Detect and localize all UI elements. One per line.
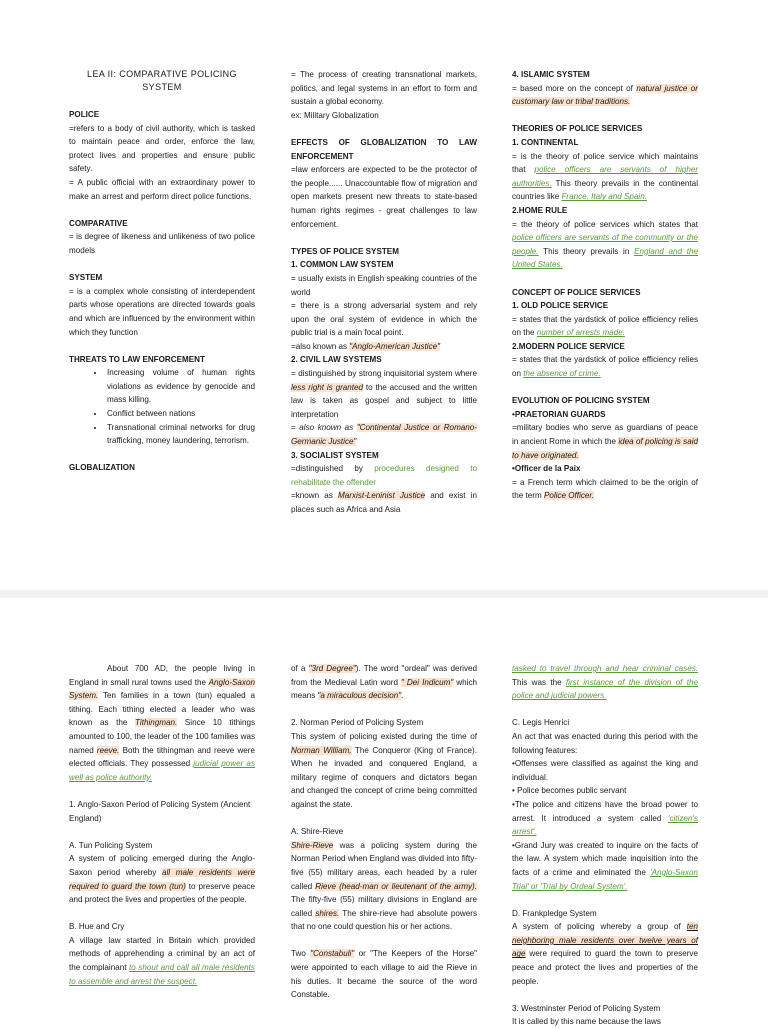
list-item: • Increasing volume of human rights violations as evidence by genocide and mass killing. xyxy=(105,366,255,407)
system-definition: = is a complex whole consisting of interdependent parts whose operations are directed towards goals and which are influenced by the environment within which they function xyxy=(69,286,255,337)
intro-paragraph: About 700 AD, the people living in England in small rural towns used the Anglo-Saxon System. Ten families in a town (tun) equaled a tithing. Each tithing elected a leader who was known as the Tithingman. Since 10 tithings amounted to 100, the leader of the 100 families was named reeve. Both the tithingman and reeve were elected officials. They possessed judicial power as well as police authority. xyxy=(69,664,255,782)
legis-henrici-heading: C. Legis Henrici xyxy=(512,718,570,728)
continental-text: = is the theory of police service which maintains that police officers are servants of higher authorities. This theory prevails in the continental countries like France, Italy and Spain. xyxy=(512,151,699,202)
officer-text: = a French term which claimed to be the origin of the term Police Officer. xyxy=(512,477,698,501)
top-column-1 xyxy=(69,68,255,475)
list-item: •Offenses were classified as against the king and individual. xyxy=(512,759,698,782)
types-heading: TYPES OF POLICE SYSTEM xyxy=(291,246,399,256)
globalization-example: ex: Military Globalization xyxy=(291,110,379,120)
tun-text: A system of policing emerged during the Anglo-Saxon period whereby all male residents were required to guard the town (tun) to preserve peace and protect the lives and properties of the people. xyxy=(69,854,255,905)
police-definition-1: =refers to a body of civil authority, which is tasked to maintain peace and order, enforce the law, protect lives and properties and ensure public safety. xyxy=(69,123,255,174)
globalization-heading: GLOBALIZATION xyxy=(69,463,135,473)
concept-heading: CONCEPT OF POLICE SERVICES xyxy=(512,287,641,297)
bottom-column-1 xyxy=(69,662,255,988)
islamic-heading: 4. ISLAMIC SYSTEM xyxy=(512,70,590,79)
westminster-heading: 3. Westminster Period of Policing System xyxy=(512,1003,661,1013)
continental-heading: 1. CONTINENTAL xyxy=(512,137,579,147)
list-item: • Police becomes public servant xyxy=(512,786,627,796)
list-item: •The police and citizens have the broad power to arrest. It introduced a system called 'citizen's arrest'. xyxy=(512,799,698,837)
list-item: • Transnational criminal networks for drug trafficking, money laundering, terrorism. xyxy=(105,421,255,448)
top-column-3 xyxy=(512,68,698,503)
socialist-text-2: =known as Marxist-Leninist Justice and exist in places such as Africa and Asia xyxy=(291,491,477,514)
praetorian-text: =military bodies who serve as guardians of peace in ancient Rome in which the idea of policing is said to have originated. xyxy=(512,423,698,460)
anglo-saxon-heading: 1. Anglo-Saxon Period of Policing System (Ancient England) xyxy=(69,799,251,823)
old-service-heading: 1. OLD POLICE SERVICE xyxy=(512,301,609,311)
modern-service-heading: 2.MODERN POLICE SERVICE xyxy=(512,341,625,351)
norman-heading: 2. Norman Period of Policing System xyxy=(291,718,424,728)
comparative-definition: = is degree of likeness and unlikeness of two police models xyxy=(69,232,255,255)
norman-text: This system of policing existed during the time of Norman William, The Conqueror (King of France). When he invaded and conquered England, a military regime of conquers and dictators began and changed the concept of crime being committed against the state. xyxy=(291,731,477,809)
theories-heading: THEORIES OF POLICE SERVICES xyxy=(512,124,643,134)
shire-rieve-heading: A. Shire-Rieve xyxy=(291,827,344,837)
ordeal-text: of a "3rd Degree"). The word "ordeal" was derived from the Medieval Latin word " Dei Indicum" which means "a miraculous decision". xyxy=(291,664,478,701)
common-law-heading: 1. COMMON LAW SYSTEM xyxy=(291,260,394,270)
system-heading: SYSTEM xyxy=(69,273,103,283)
evolution-heading: EVOLUTION OF POLICING SYSTEM xyxy=(512,396,650,406)
islamic-text: = based more on the concept of natural justice or customary law or tribal traditions. xyxy=(512,83,698,107)
threats-list xyxy=(69,366,255,448)
westminster-text: It is called by this name because the laws xyxy=(512,1017,661,1027)
bottom-column-3 xyxy=(512,662,698,1029)
civil-law-aka: = also known as "Continental Justice or Romano-Germanic Justice" xyxy=(291,423,478,447)
effects-text: =law enforcers are expected to be the protector of the people...... Unaccountable flow of migration and open markets present new threats to state-based human rights regimes - great challenges to law enforcement. xyxy=(291,165,477,229)
frankpledge-heading: D. Frankpledge System xyxy=(512,908,597,918)
constabuli-text: Two "Constabuli" or "The Keepers of the Horse" were appointed to each village to aid the Rieve in his duties. It became the source of the word Constable. xyxy=(291,949,478,1000)
socialist-text-1: =distinguished by procedures designed to rehabilitate the offender xyxy=(291,464,477,487)
old-service-text: = states that the yardstick of police efficiency relies on the number of arrests made. xyxy=(512,314,698,338)
home-rule-heading: 2.HOME RULE xyxy=(512,205,568,215)
list-item: •Grand Jury was created to inquire on the facts of the law. A system which made inquisition into the facts of a crime and eliminated the 'Anglo-Saxon Trial' or 'Trial by Ordeal System'. xyxy=(512,840,698,891)
tun-heading: A. Tun Policing System xyxy=(69,840,153,850)
list-item: • Conflict between nations xyxy=(105,407,255,421)
hue-cry-heading: B. Hue and Cry xyxy=(69,922,125,932)
threats-heading: THREATS TO LAW ENFORCEMENT xyxy=(69,354,205,364)
globalization-definition: = The process of creating transnational markets, politics, and legal systems in an effort to form and sustain a global economy. xyxy=(291,70,477,107)
bottom-column-2 xyxy=(291,662,477,1002)
common-law-aka: =also known as "Anglo-American Justice" xyxy=(291,341,441,351)
modern-service-text: = states that the yardstick of police efficiency relies on the absence of crime. xyxy=(512,355,698,379)
officer-heading: •Officer de la Paix xyxy=(512,464,581,474)
document-title: LEA II: COMPARATIVE POLICING SYSTEM xyxy=(87,69,237,92)
common-law-text-1: = usually exists in English speaking countries of the world xyxy=(291,273,477,297)
home-rule-text: = the theory of police services which states that police officers are servants of the community or the people. This theory prevails in England and the United States. xyxy=(512,219,698,270)
shire-rieve-text: Shire-Rieve was a policing system during the Norman Period when England was divided into fifty-five (55) military areas, each headed by a ruler called Rieve (head-man or lieutenant of the army). The fifty-five (55) military divisions in England are called shires. The shire-rieve had absolute powers that no one could question his or her actions. xyxy=(291,840,477,932)
socialist-heading: 3. SOCIALIST SYSTEM xyxy=(291,450,379,460)
legis-henrici-intro: An act that was enacted during this period with the following features: xyxy=(512,731,698,755)
effects-heading: EFFECTS OF GLOBALIZATION TO LAW ENFORCEMENT xyxy=(291,137,477,161)
police-heading: POLICE xyxy=(69,110,100,119)
top-column-2 xyxy=(291,68,477,517)
praetorian-heading: •PRAETORIAN GUARDS xyxy=(512,409,606,419)
judicial-division-text: tasked to travel through and hear criminal cases. This was the first instance of the division of the police and judicial powers. xyxy=(512,664,699,701)
civil-law-heading: 2. CIVIL LAW SYSTEMS xyxy=(291,355,382,365)
comparative-heading: COMPARATIVE xyxy=(69,218,128,228)
page-separator xyxy=(0,590,768,598)
hue-cry-text: A village law started in Britain which provided methods of apprehending a criminal by an act of the complainant to shout and call all male residents to assemble and arrest the suspect. xyxy=(69,935,255,986)
common-law-text-2: = there is a strong adversarial system and rely upon the oral system of evidence in which the public trial is a main focal point. xyxy=(291,301,477,338)
police-definition-2: = A public official with an extraordinary power to make an arrest and perform direct police functions. xyxy=(69,177,255,201)
document-page-bottom xyxy=(0,600,768,1027)
frankpledge-text: A system of policing whereby a group of ten neighboring male residents over twelve years of age were required to guard the town to preserve peace and protect the lives and properties of the people. xyxy=(512,922,698,986)
civil-law-text: = distinguished by strong inquisitorial system where less right is granted to the accused and the written law is taken as gospel and subject to little interpretation xyxy=(291,369,477,419)
